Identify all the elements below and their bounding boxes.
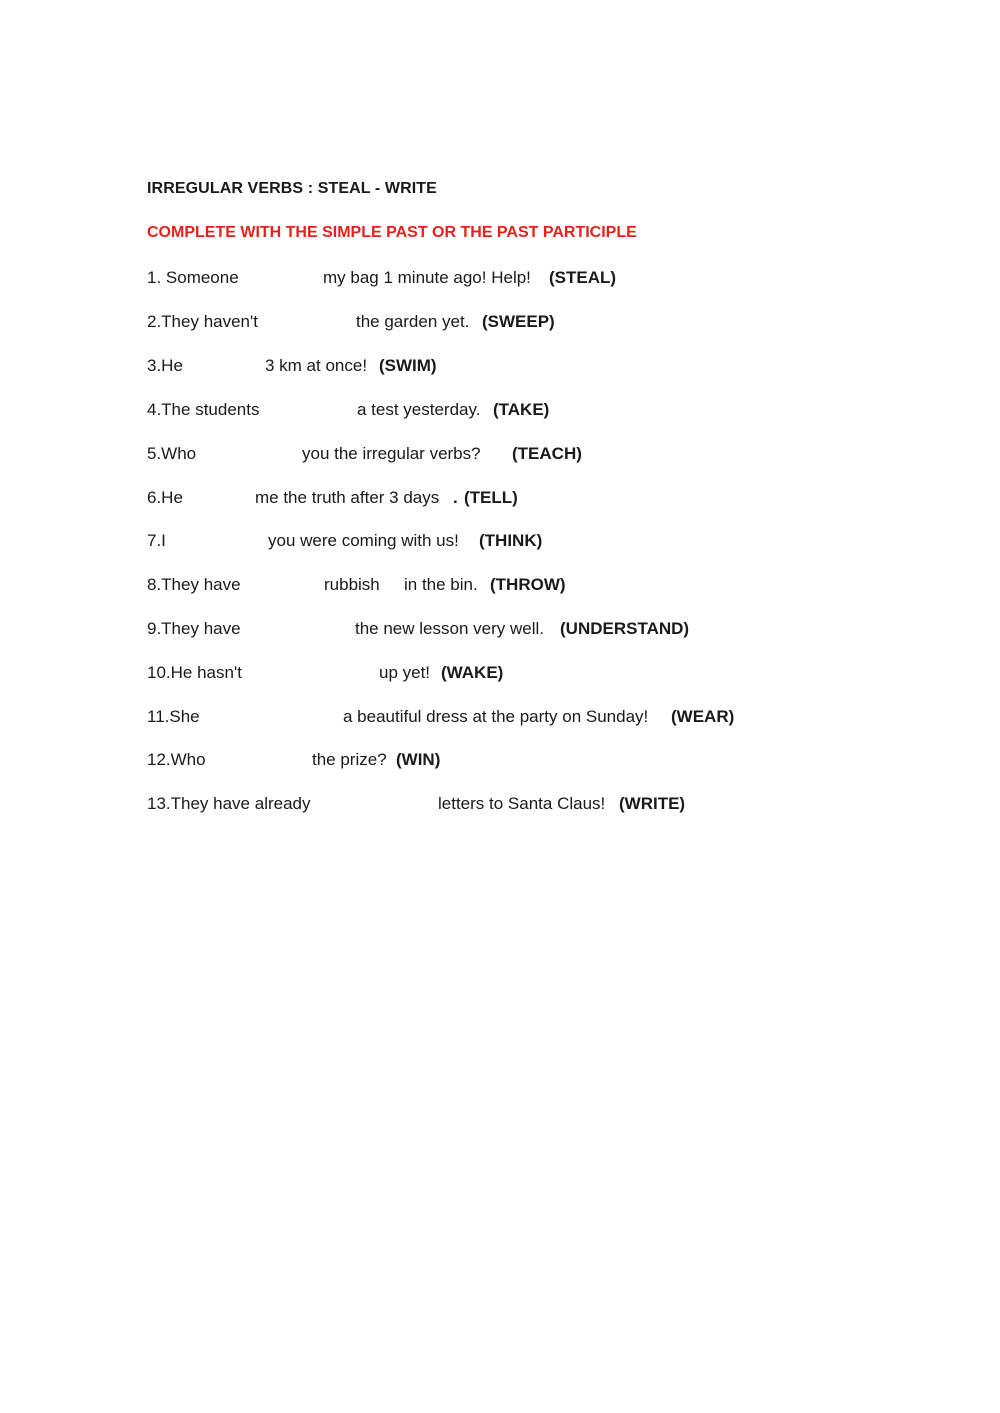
verb-hint: (SWIM) [379,356,437,375]
question-continuation: letters to Santa Claus! [438,794,606,813]
verb-hint: (TEACH) [512,444,582,463]
question-continuation: me the truth after 3 days [255,488,440,507]
question-stem: 6.He [147,488,183,507]
question-continuation: the prize? [312,750,387,769]
question-11 [147,707,847,731]
question-stem: 10.He hasn't [147,663,242,682]
question-continuation: 3 km at once! [265,356,368,375]
question-13 [147,794,847,818]
question-1 [147,268,847,292]
page-title: IRREGULAR VERBS : STEAL - WRITE [147,180,437,197]
question-continuation: a test yesterday. [357,400,481,419]
question-continuation-2: in the bin. [404,575,478,594]
verb-hint: (SWEEP) [482,312,555,331]
question-continuation: you were coming with us! [268,531,459,550]
question-stem: 1. Someone [147,268,239,287]
question-8 [147,575,847,599]
question-2 [147,312,847,336]
verb-hint: (WRITE) [619,794,686,813]
question-5 [147,444,847,468]
question-stem: 2.They haven't [147,312,258,331]
question-continuation: my bag 1 minute ago! Help! [323,268,531,287]
verb-hint: (TELL) [464,488,518,507]
verb-hint: (WIN) [396,750,441,769]
question-stem: 8.They have [147,575,241,594]
question-stem: 4.The students [147,400,260,419]
verb-hint: (UNDERSTAND) [560,619,690,638]
question-continuation: you the irregular verbs? [302,444,481,463]
question-stem: 13.They have already [147,794,311,813]
bold-period: . [453,488,458,507]
question-4 [147,400,847,424]
question-9 [147,619,847,643]
verb-hint: (THINK) [479,531,543,550]
question-7 [147,531,847,555]
instruction: COMPLETE WITH THE SIMPLE PAST OR THE PAST PARTICIPLE [147,224,637,241]
question-6 [147,488,847,512]
question-stem: 9.They have [147,619,241,638]
question-12 [147,750,847,774]
question-stem: 11.She [147,707,200,726]
verb-hint: (WEAR) [671,707,735,726]
question-continuation: a beautiful dress at the party on Sunday! [343,707,649,726]
question-10 [147,663,847,687]
question-continuation: the garden yet. [356,312,470,331]
verb-hint: (WAKE) [441,663,504,682]
verb-hint: (TAKE) [493,400,550,419]
question-stem: 7.I [147,531,166,550]
verb-hint: (THROW) [490,575,566,594]
question-stem: 5.Who [147,444,197,463]
verb-hint: (STEAL) [549,268,617,287]
question-3 [147,356,847,380]
question-stem: 12.Who [147,750,206,769]
question-stem: 3.He [147,356,183,375]
question-continuation: the new lesson very well. [355,619,544,638]
question-continuation: rubbish [324,575,380,594]
question-continuation: up yet! [379,663,431,682]
